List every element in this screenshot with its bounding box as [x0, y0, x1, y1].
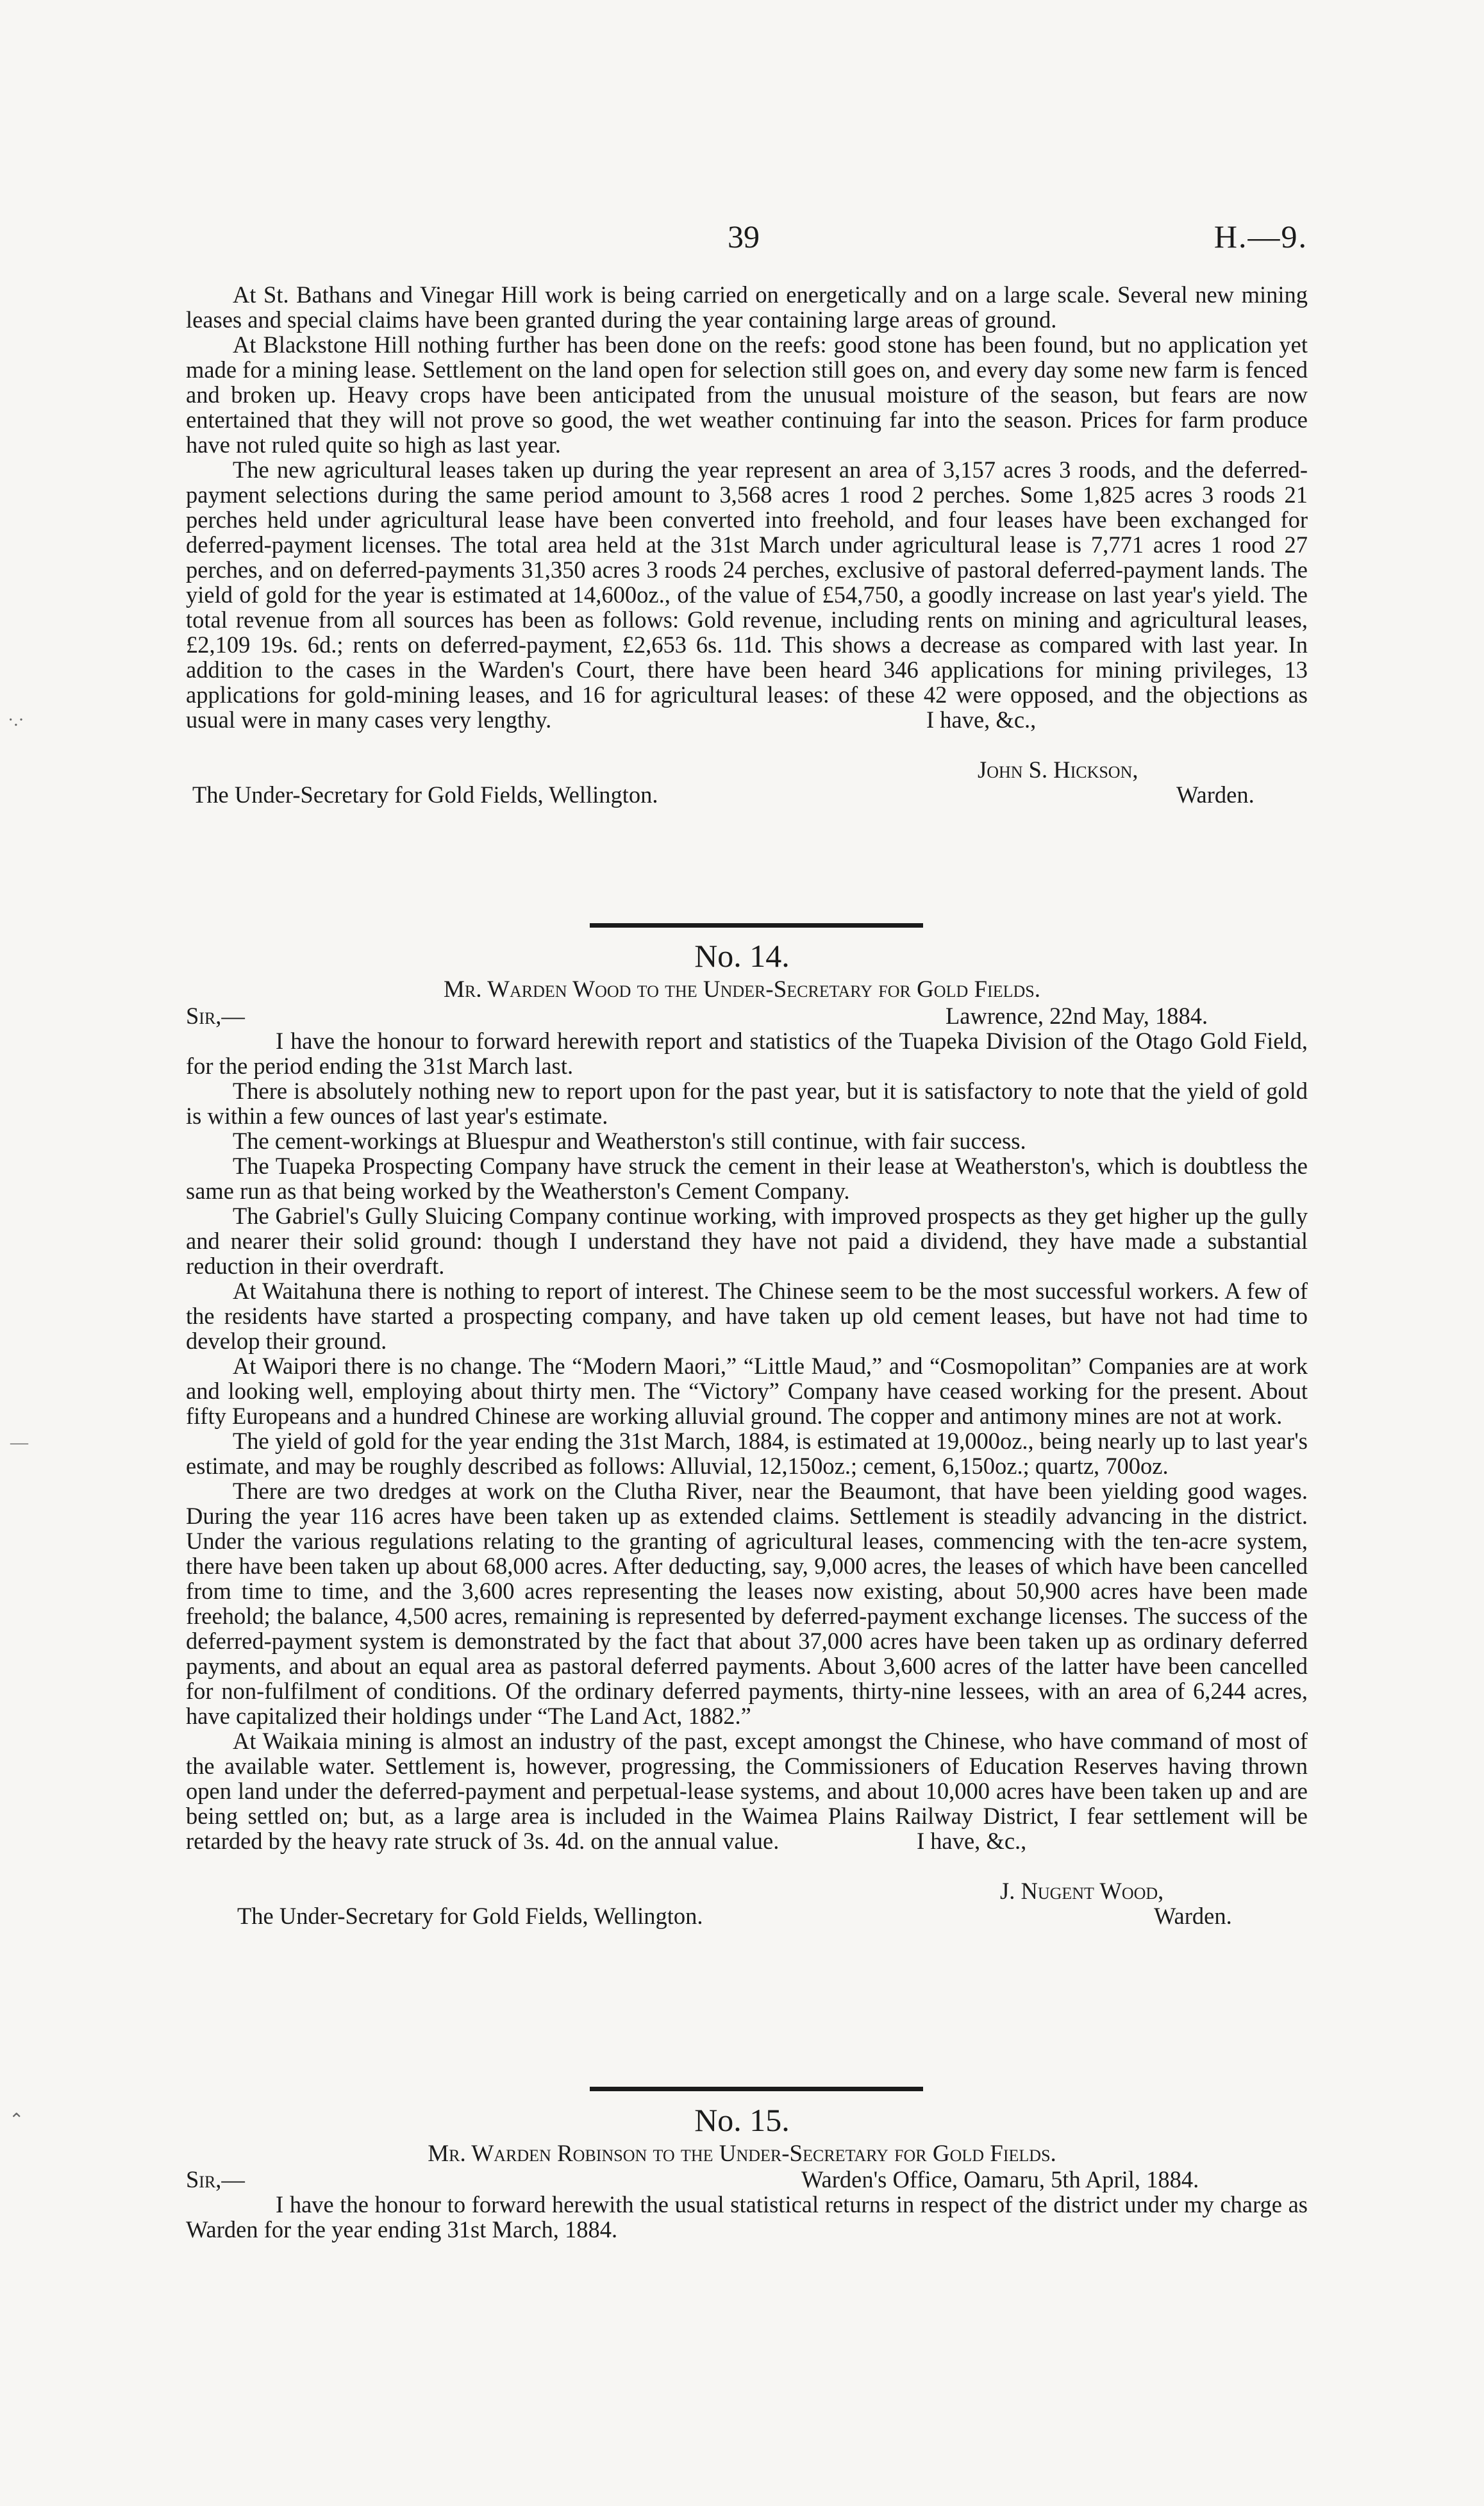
paragraph: There are two dredges at work on the Clutha River, near the Beaumont, that have been yielding good wages. During the year 116 acres have been taken up as extended claims. Settlement is steadily advancing in the district. Under the various regulations relating to the granting of agricultural leases, commencing with the ten-acre system, there have been taken up about 68,000 acres. After deducting, say, 9,000 acres, the leases of which have been cancelled from time to time, and the 3,600 acres representing the leases now existing, about 50,900 acres have been made freehold; the balance, 4,500 acres, remaining is represented by deferred-payment exchange licenses. The success of the deferred-payment system is demonstrated by the fact that about 37,000 acres have been taken up as ordinary deferred payments, and about an equal area as pastoral deferred payments. About 3,600 acres of the latter have been cancelled for non-fulfilment of conditions. Of the ordinary deferred payments, thirty-nine lessees, with an area of 6,244 acres, have capitalized their holdings under “The Land Act, 1882.”: [186, 1478, 1308, 1729]
closing-row: [186, 1828, 1308, 1878]
letter-robinson: [186, 2167, 1308, 2242]
signatory-title: Warden.: [1176, 781, 1255, 808]
section-number: No. 14.: [694, 938, 790, 974]
section-number: No. 15.: [694, 2102, 790, 2138]
salutation-row: [186, 2167, 1308, 2192]
letter-hickson: [186, 282, 1308, 807]
addressee: The Under-Secretary for Gold Fields, Wellington.: [237, 1903, 703, 1929]
paragraph: At St. Bathans and Vinegar Hill work is being carried on energetically and on a large scale. Several new mining leases and special claims have been granted during the year containing large areas of ground.: [186, 281, 1308, 333]
paragraph: The Tuapeka Prospecting Company have struck the cement in their lease at Weatherston's, which is doubtless the same run as that being worked by the Weatherston's Cement Company.: [186, 1153, 1308, 1204]
place-date: Lawrence, 22nd May, 1884.: [946, 1003, 1208, 1029]
place-date: Warden's Office, Oamaru, 5th April, 1884.: [801, 2166, 1199, 2193]
signature-row: [186, 1878, 1308, 1903]
page-number: 39: [728, 219, 760, 255]
section-divider: [590, 923, 923, 928]
signature-row: [186, 757, 1308, 782]
paragraph: There is absolutely nothing new to report upon for the past year, but it is satisfactory to note that the yield of gold is within a few ounces of last year's estimate.: [186, 1078, 1308, 1129]
paragraph: At Blackstone Hill nothing further has been done on the reefs: good stone has been found, but no application yet made for a mining lease. Settlement on the land open for selection still goes on, and every day some new farm is fenced and broken up. Heavy crops have been anticipated from the unusual moisture of the season, but fears are now entertained that they will not prove so good, the wet weather continuing far into the season. Prices for farm produce have not ruled quite so high as last year.: [186, 331, 1308, 458]
paragraph: At Waipori there is no change. The “Modern Maori,” “Little Maud,” and “Cosmopolitan” Companies are at work and looking well, employing about thirty men. The “Victory” Company have ceased working for the present. About fifty Europeans and a hundred Chinese are working alluvial ground. The copper and antimony mines are not at work.: [186, 1353, 1308, 1429]
section-subheading: Mr. Warden Robinson to the Under-Secretary for Gold Fields.: [428, 2141, 1056, 2167]
closing: I have, &c.,: [926, 706, 1037, 733]
margin-mark: —: [10, 1433, 28, 1453]
paragraph: I have the honour to forward herewith the usual statistical returns in respect of the district under my charge as Warden for the year ending 31st March, 1884.: [186, 2191, 1308, 2243]
paragraph: The cement-workings at Bluespur and Weatherston's still continue, with fair success.: [233, 1128, 1026, 1154]
page-header: [186, 218, 1308, 263]
paragraph: At Waikaia mining is almost an industry of the past, except amongst the Chinese, who have command of most of the available water. Settlement is, however, progressing, the Commissioners of Education Reserves having thrown open land under the deferred-payment and perpetual-lease systems, and about 10,000 acres have been taken up and are being settled on; but, as a large area is included in the Waimea Plains Railway District, I fear settlement will be retarded by the heavy rate struck of 3s. 4d. on the annual value.: [186, 1728, 1308, 1854]
signatory: John S. Hickson,: [978, 756, 1138, 783]
paragraph: The yield of gold for the year ending the 31st March, 1884, is estimated at 19,000oz., being nearly up to last year's estimate, and may be roughly described as follows: Alluvial, 12,150oz.; cement, 6,150oz.; quartz, 700oz.: [186, 1428, 1308, 1479]
paragraph: The Gabriel's Gully Sluicing Company continue working, with improved prospects as they get higher up the gully and nearer their solid ground: though I understand they have not paid a dividend, they have made a substantial reduction in their overdraft.: [186, 1203, 1308, 1279]
paragraph: The new agricultural leases taken up during the year represent an area of 3,157 acres 3 roods, and the deferred-payment selections during the same period amount to 3,568 acres 1 rood 2 perches. Some 1,825 acres 3 roods 21 perches held under agricultural lease have been converted into freehold, and four leases have been exchanged for deferred-payment licenses. The total area held at the 31st March under agricultural lease is 7,771 acres 1 rood 27 perches, and on deferred-payments 31,350 acres 3 roods 24 perches, exclusive of pastoral deferred-payment lands. The yield of gold for the year is estimated at 14,600oz., of the value of £54,750, a goodly increase on last year's yield. The total revenue from all sources has been as follows: Gold revenue, including rents on mining and agricultural leases, £2,109 19s. 6d.; rents on deferred-payment, £2,653 6s. 11d. This shows a decrease as compared with last year. In addition to the cases in the Warden's Court, there have been heard 346 applications for mining privileges, 13 applications for gold-mining leases, and 16 for agricultural leases: of these 42 were opposed, and the objections as usual were in many cases very lengthy.: [186, 456, 1308, 733]
margin-mark: ⌃: [9, 2110, 24, 2130]
closing: I have, &c.,: [917, 1828, 1027, 1854]
margin-mark: ·.·: [8, 710, 24, 730]
paragraph: At Waitahuna there is nothing to report of interest. The Chinese seem to be the most successful workers. A few of the residents have started a prospecting company, and have taken up old cement leases, but have not had time to develop their ground.: [186, 1278, 1308, 1354]
salutation: Sir,—: [186, 1003, 245, 1029]
addressee-row: [186, 782, 1308, 807]
document-reference: H.—9.: [1213, 219, 1308, 255]
closing-row: [186, 706, 1308, 757]
addressee-row: [186, 1903, 1308, 1928]
signatory-title: Warden.: [1154, 1903, 1232, 1929]
letter-wood: [186, 1003, 1308, 1928]
signatory: J. Nugent Wood,: [1000, 1878, 1164, 1904]
salutation: Sir,—: [186, 2166, 245, 2193]
paragraph: I have the honour to forward herewith report and statistics of the Tuapeka Division of the Otago Gold Field, for the period ending the 31st March last.: [186, 1028, 1308, 1079]
section-subheading: Mr. Warden Wood to the Under-Secretary for Gold Fields.: [444, 976, 1040, 1003]
salutation-row: [186, 1003, 1308, 1028]
section-divider: [590, 2087, 923, 2091]
addressee: The Under-Secretary for Gold Fields, Wellington.: [192, 781, 658, 808]
